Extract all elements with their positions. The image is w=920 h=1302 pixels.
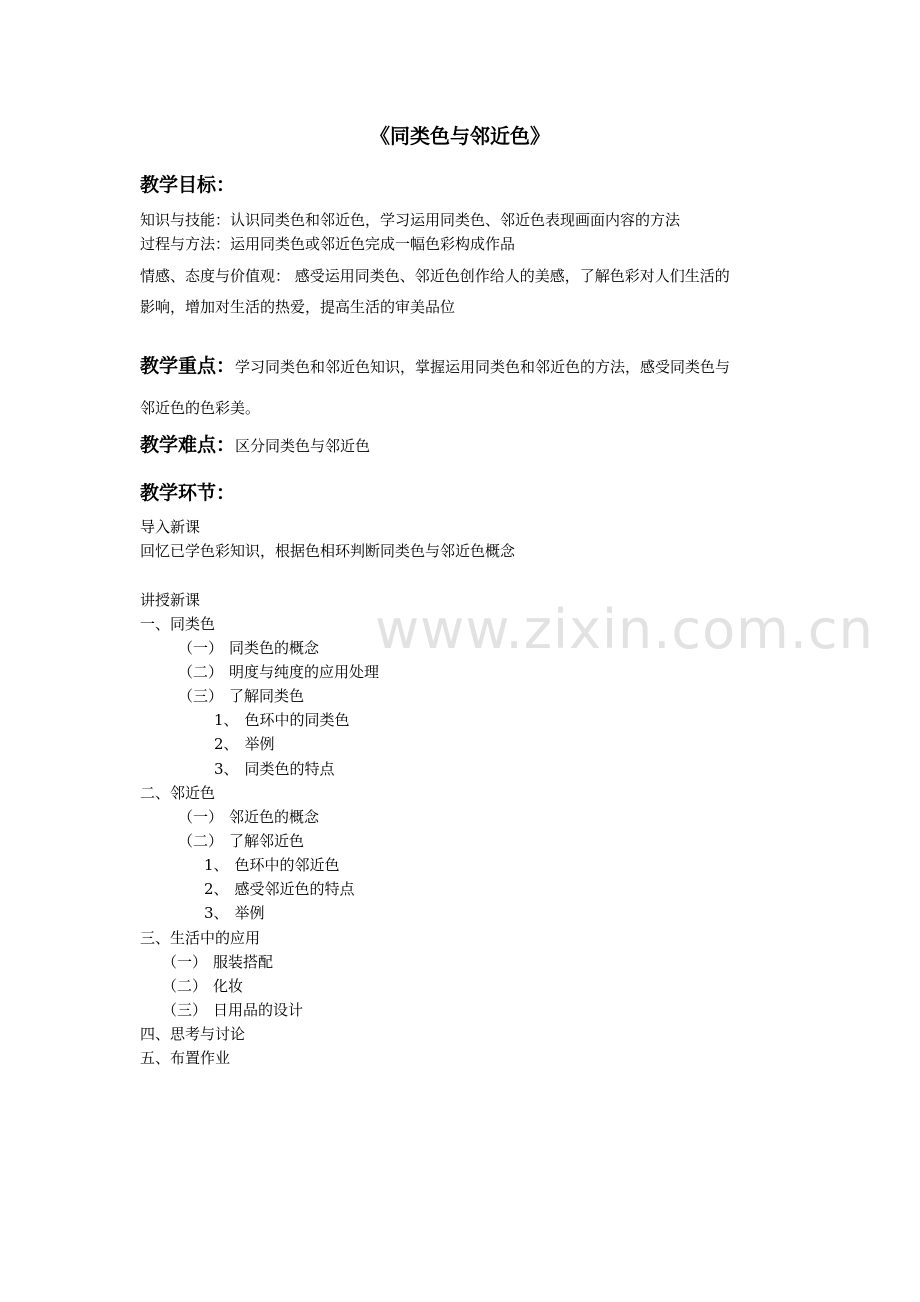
section-1-title: 一、同类色 xyxy=(140,615,216,633)
objective-knowledge-skills: 知识与技能：认识同类色和邻近色，学习运用同类色、邻近色表现画面内容的方法 xyxy=(140,211,681,229)
list-tag: 2、 xyxy=(214,735,239,753)
section-1-item-b xyxy=(178,661,379,683)
section-3-item-c xyxy=(162,999,303,1021)
list-tag: 1、 xyxy=(204,856,229,874)
section-1-item-c xyxy=(178,685,304,707)
list-tag: 3、 xyxy=(204,904,229,922)
list-tag: 1、 xyxy=(214,711,239,729)
section-2-item-a xyxy=(178,806,319,828)
difficulty-section xyxy=(140,432,370,459)
key-point-continuation: 邻近色的色彩美。 xyxy=(140,399,261,417)
watermark: www.zixin.com.cn xyxy=(375,598,874,661)
list-text: 举例 xyxy=(234,904,265,922)
section-2-item-b2 xyxy=(204,878,355,900)
objective-emotion-attitude: 情感、态度与价值观： 感受运用同类色、邻近色创作给人的美感，了解色彩对人们生活的 xyxy=(140,267,730,285)
procedure-heading: 教学环节： xyxy=(140,482,236,504)
list-text: 日用品的设计 xyxy=(213,1001,304,1019)
section-1-item-c3 xyxy=(214,758,335,780)
key-point-section xyxy=(140,353,730,380)
list-text: 同类色的特点 xyxy=(244,760,335,778)
list-text: 化妆 xyxy=(213,977,244,995)
section-2-item-b xyxy=(178,830,304,852)
section-1-item-c2 xyxy=(214,733,275,755)
section-1-item-c1 xyxy=(214,709,350,731)
list-tag: 2、 xyxy=(204,880,229,898)
difficulty-heading: 教学难点： xyxy=(140,434,236,456)
document-title: 《同类色与邻近色》 xyxy=(370,124,550,148)
list-tag: （一） xyxy=(178,808,224,826)
difficulty-text: 区分同类色与邻近色 xyxy=(235,437,371,455)
list-text: 同类色的概念 xyxy=(229,639,320,657)
section-2-item-b3 xyxy=(204,902,265,924)
list-text: 色环中的同类色 xyxy=(244,711,350,729)
list-text: 服装搭配 xyxy=(213,953,274,971)
section-3-item-b xyxy=(162,975,243,997)
list-tag: （二） xyxy=(162,977,208,995)
section-1-item-a xyxy=(178,637,319,659)
list-text: 了解同类色 xyxy=(229,687,305,705)
section-2-title: 二、邻近色 xyxy=(140,784,216,802)
key-point-heading: 教学重点： xyxy=(140,355,236,377)
list-tag: 3、 xyxy=(214,760,239,778)
list-text: 举例 xyxy=(244,735,275,753)
objectives-heading: 教学目标： xyxy=(140,174,236,196)
section-3-item-a xyxy=(162,951,273,973)
list-tag: （一） xyxy=(178,639,224,657)
list-tag: （二） xyxy=(178,832,224,850)
section-5-title: 五、布置作业 xyxy=(140,1049,231,1067)
section-2-item-b1 xyxy=(204,854,340,876)
key-point-text: 学习同类色和邻近色知识，掌握运用同类色和邻近色的方法，感受同类色与 xyxy=(235,358,731,376)
list-tag: （二） xyxy=(178,663,224,681)
lecture-title: 讲授新课 xyxy=(140,591,201,609)
list-text: 感受邻近色的特点 xyxy=(234,880,355,898)
list-text: 色环中的邻近色 xyxy=(234,856,340,874)
list-text: 了解邻近色 xyxy=(229,832,305,850)
objective-emotion-attitude-continued: 影响，增加对生活的热爱，提高生活的审美品位 xyxy=(140,298,456,316)
list-text: 邻近色的概念 xyxy=(229,808,320,826)
section-4-title: 四、思考与讨论 xyxy=(140,1025,246,1043)
intro-title: 导入新课 xyxy=(140,518,201,536)
list-tag: （三） xyxy=(178,687,224,705)
objective-process-method: 过程与方法：运用同类色或邻近色完成一幅色彩构成作品 xyxy=(140,235,516,253)
list-tag: （三） xyxy=(162,1001,208,1019)
list-text: 明度与纯度的应用处理 xyxy=(229,663,380,681)
section-3-title: 三、生活中的应用 xyxy=(140,929,261,947)
intro-text: 回忆已学色彩知识，根据色相环判断同类色与邻近色概念 xyxy=(140,542,516,560)
list-tag: （一） xyxy=(162,953,208,971)
